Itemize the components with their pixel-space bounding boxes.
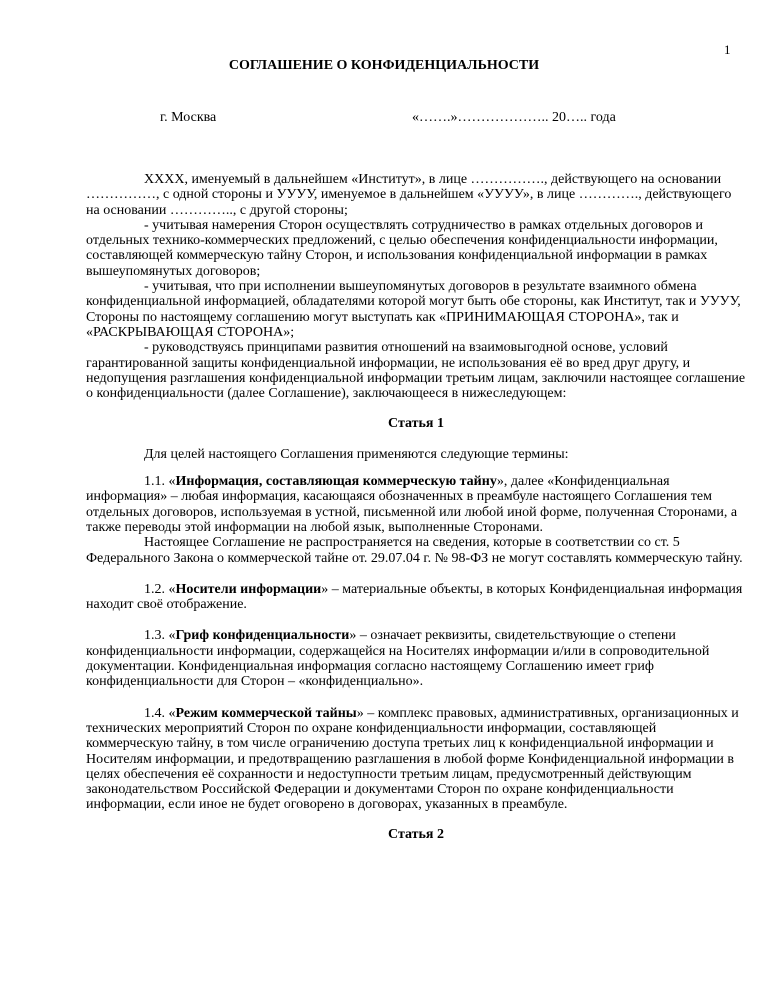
term-secrecy-regime: Режим коммерческой тайны <box>175 705 357 721</box>
clause-1-2: 1.2. «Носители информации» – материальные объекты, в которых Конфиденциальная информация находит своё отображение. <box>86 581 743 613</box>
preamble-clause: - учитывая, что при исполнении вышеупомянутых договоров в результате взаимного обмена конфиденциальной информацией, обладателями которой могут быть обе стороны, как Институт, так и УУУУ, Стороны по настоящему соглашению могут выступать как «ПРИНИМАЮЩАЯ СТОРОНА», так и «РАСКРЫВАЮЩАЯ СТОРОНА»; <box>86 279 741 340</box>
preamble-clause: - руководствуясь принципами развития отношений на взаимовыгодной основе, условий гарантированной защиты конфиденциальной информации, не использования её во вред друг другу, и недопущения разглашения конфиденциальной информации третьим лицам, заключили настоящее соглашение о конфиденциальности (далее Соглашение), заключающееся в нижеследующем: <box>86 340 746 402</box>
page-number: 1 <box>724 42 731 57</box>
clause-1-4: 1.4. «Режим коммерческой тайны» – комплекс правовых, административных, организационных и технических мероприятий Сторон по охране конфиденциальности информации, составляющей коммерческую тайну, в том числе ограничению доступа третьих лиц к конфиденциальной информации и Носителям информации, и предотвращению разглашения в любой форме Конфиденциальной информации в целях обеспечения её сохранности и недоступности третьим лицам, предусмотренный действующим законодательством Российской Федерации и документами Сторон по охране конфиденциальности информации, если иное не будет оговорено в договорах, указанных в преамбуле. <box>86 705 739 813</box>
term-confidentiality-stamp: Гриф конфиденциальности <box>175 628 350 644</box>
clause-1-1-note: Настоящее Соглашение не распространяется на сведения, которые в соответствии со ст. 5 Федерального Закона о коммерческой тайне от. 29.07.04 г. № 98-ФЗ не могут составлять коммерческую тайну. <box>86 535 743 566</box>
article-2-heading: Статья 2 <box>388 826 444 842</box>
preamble-parties: ХХХХ, именуемый в дальнейшем «Институт», в лице ……………., действующего на основании ……………, с одной стороны и УУУУ, именуемое в дальнейшем «УУУУ», в лице …………., действующего на основании ………….., с другой стороны; <box>86 172 732 218</box>
document-title: СОГЛАШЕНИЕ О КОНФИДЕНЦИАЛЬНОСТИ <box>228 58 540 73</box>
clause-1-3: 1.3. «Гриф конфиденциальности» – означает реквизиты, свидетельствующие о степени конфиденциальности информации, содержащейся на Носителях информации и/или в сопроводительной документации. Конфиденциальная информация согласно настоящему Соглашению имеет гриф конфиденциальности для Сторон – «конфиденциально». <box>86 628 710 690</box>
article-1-heading: Статья 1 <box>388 416 444 432</box>
article-1-intro: Для целей настоящего Соглашения применяются следующие термины: <box>144 446 569 462</box>
term-information-carriers: Носители информации <box>175 581 322 597</box>
clause-1-1: 1.1. «Информация, составляющая коммерческую тайну», далее «Конфиденциальная информация» – любая информация, касающаяся обозначенных в преамбуле настоящего Соглашения тем отдельных договоров, используемая в устной, письменной или любой иной форме, полученная Сторонами, а также переводы этой информации на любой язык, выполненные Сторонами. <box>86 474 738 535</box>
preamble-clause: - учитывая намерения Сторон осуществлять сотрудничество в рамках отдельных договоров и отдельных технико-коммерческих предложений, с целью обеспечения конфиденциальности информации, составляющей коммерческую тайну Сторон, и использования конфиденциальной информации в рамках вышеупомянутых договоров; <box>86 217 718 279</box>
date-of-signing: «…….»……………….. 20….. года <box>412 110 616 125</box>
term-commercial-secret: Информация, составляющая коммерческую тайну <box>175 474 497 490</box>
place-of-signing: г. Москва <box>160 110 217 125</box>
document-body <box>86 172 746 857</box>
